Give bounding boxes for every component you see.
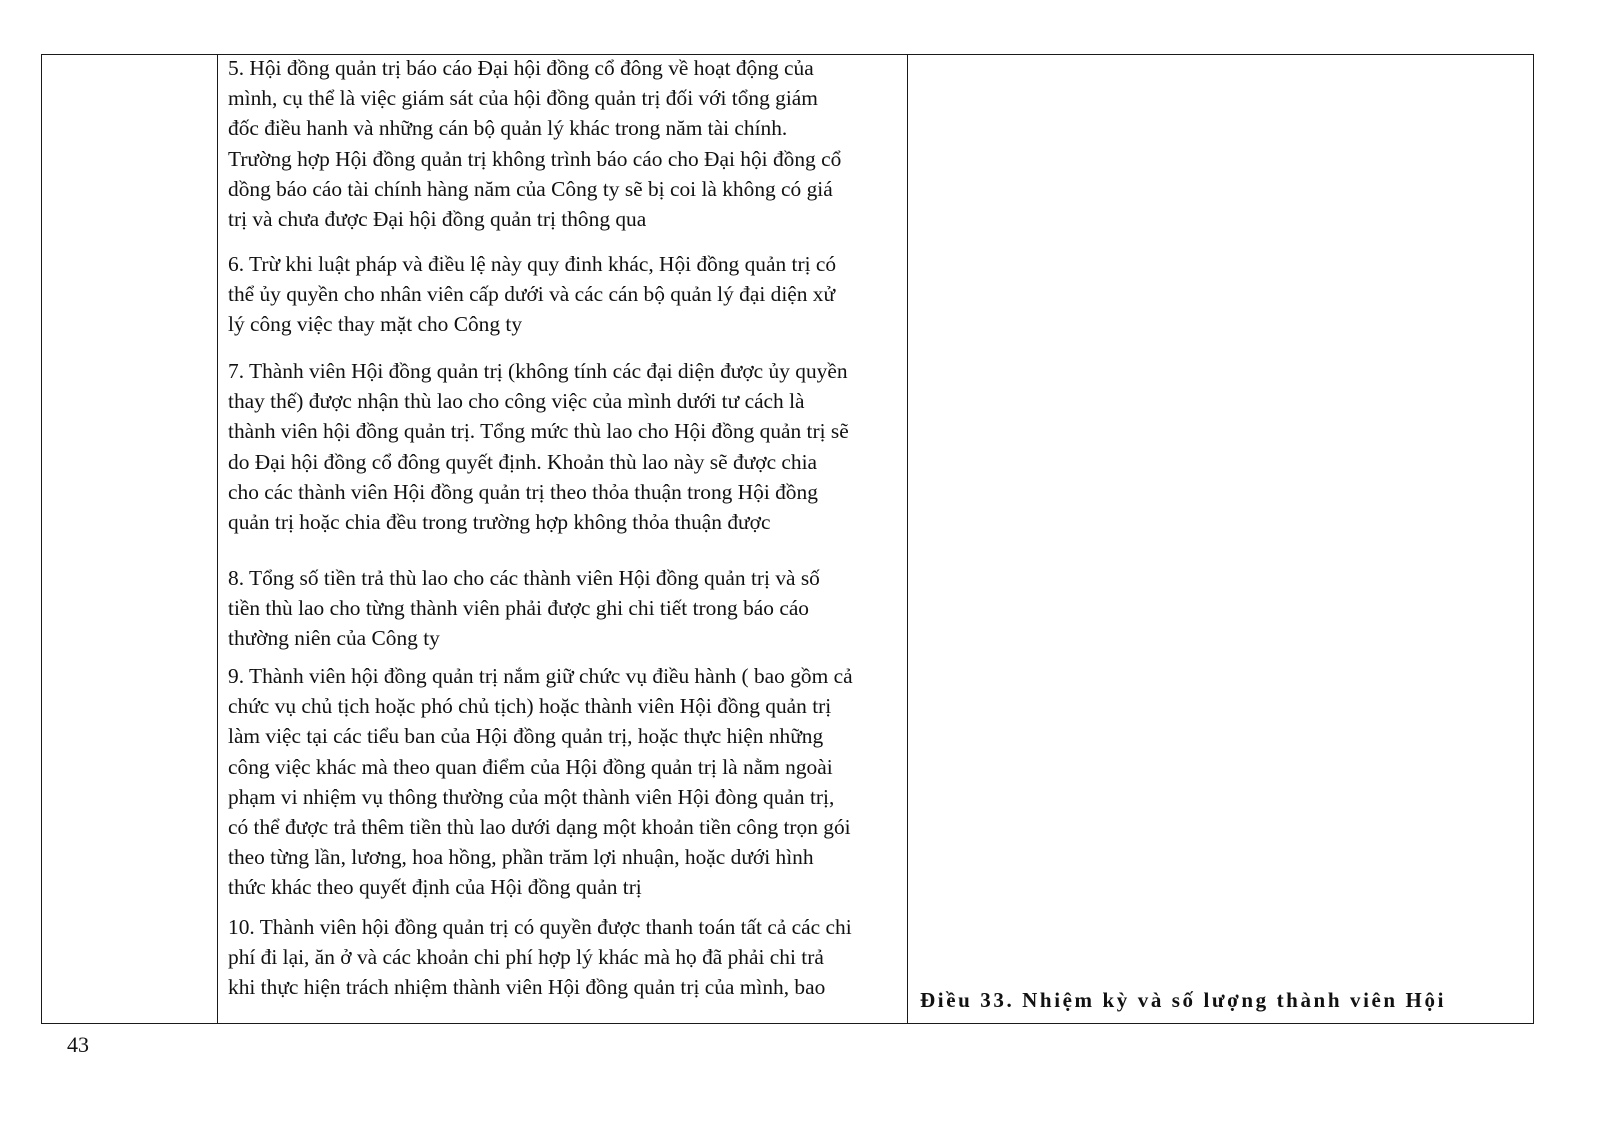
document-table (41, 54, 1534, 1024)
paragraph-line: tiền thù lao cho từng thành viên phải được ghi chi tiết trong báo cáo (228, 596, 810, 621)
paragraph-line: thay thế) được nhận thù lao cho công việc của mình dưới tư cách là (228, 389, 805, 414)
article-heading: Điều 33. Nhiệm kỳ và số lượng thành viên Hội (920, 988, 1447, 1012)
paragraph-line: lý công việc thay mặt cho Công ty (228, 312, 523, 337)
paragraph-10 (228, 912, 852, 1003)
paragraph-line: phí đi lại, ăn ở và các khoản chi phí hợp lý khác mà họ đã phải chi trả (228, 945, 824, 970)
middle-column (218, 55, 908, 1023)
paragraph-line: cho các thành viên Hội đồng quản trị theo thỏa thuận trong Hội đồng (228, 479, 818, 504)
paragraph-line: Trường hợp Hội đồng quản trị không trình báo cáo cho Đại hội đồng cổ (228, 146, 842, 171)
paragraph-line: trị và chưa được Đại hội đồng quản trị thông qua (228, 207, 647, 232)
paragraph-line: công việc khác mà theo quan điểm của Hội đồng quản trị là nằm ngoài (228, 754, 833, 779)
paragraph-5 (228, 55, 841, 234)
paragraph-line: theo từng lần, lương, hoa hồng, phần trăm lợi nhuận, hoặc dưới hình (228, 845, 814, 870)
paragraph-line: thức khác theo quyết định của Hội đồng quản trị (228, 875, 642, 900)
paragraph-line: dồng báo cáo tài chính hàng năm của Công ty sẽ bị coi là không có giá (228, 176, 833, 201)
paragraph-line: 6. Trừ khi luật pháp và điều lệ này quy đinh khác, Hội đồng quản trị có (228, 252, 837, 276)
paragraph-line: chức vụ chủ tịch hoặc phó chủ tịch) hoặc thành viên Hội đồng quản trị (228, 694, 832, 719)
paragraph-line: khi thực hiện trách nhiệm thành viên Hội đồng quản trị của mình, bao (228, 975, 826, 1000)
paragraph-line: thể ủy quyền cho nhân viên cấp dưới và các cán bộ quản lý đại diện xử (228, 282, 836, 307)
paragraph-line: thành viên hội đồng quản trị. Tổng mức thù lao cho Hội đồng quản trị sẽ (228, 419, 849, 444)
page-number: 43 (67, 1032, 89, 1057)
paragraph-line: 7. Thành viên Hội đồng quản trị (không tính các đại diện được ủy quyền (228, 359, 848, 383)
paragraph-line: quản trị hoặc chia đều trong trường hợp không thỏa thuận được (228, 510, 771, 535)
paragraph-line: mình, cụ thể là việc giám sát của hội đồng quản trị đối với tổng giám (228, 86, 818, 111)
paragraph-line: phạm vi nhiệm vụ thông thường của một thành viên Hội đòng quản trị, (228, 784, 835, 809)
paragraph-7 (228, 356, 849, 537)
paragraph-6 (228, 249, 836, 340)
paragraph-line: thường niên của Công ty (228, 626, 440, 651)
paragraph-line: đốc điều hanh và những cán bộ quản lý khác trong năm tài chính. (228, 116, 788, 141)
paragraph-line: 5. Hội đồng quản trị báo cáo Đại hội đồng cổ đông về hoạt động của (228, 56, 814, 80)
left-column (42, 55, 218, 1023)
paragraph-line: do Đại hội đồng cổ đông quyết định. Khoản thù lao này sẽ được chia (228, 449, 818, 474)
paragraph-line: 8. Tổng số tiền trả thù lao cho các thành viên Hội đồng quản trị và số (228, 566, 820, 590)
right-column (908, 55, 1533, 1023)
paragraph-8 (228, 563, 820, 654)
paragraph-line: 9. Thành viên hội đồng quản trị nắm giữ chức vụ điều hành ( bao gồm cả (228, 664, 853, 688)
paragraph-9 (228, 661, 853, 903)
paragraph-line: làm việc tại các tiểu ban của Hội đồng quản trị, hoặc thực hiện những (228, 724, 824, 749)
paragraph-line: 10. Thành viên hội đồng quản trị có quyền được thanh toán tất cả các chi (228, 915, 852, 939)
paragraph-line: có thể được trả thêm tiền thù lao dưới dạng một khoản tiền công trọn gói (228, 815, 851, 840)
